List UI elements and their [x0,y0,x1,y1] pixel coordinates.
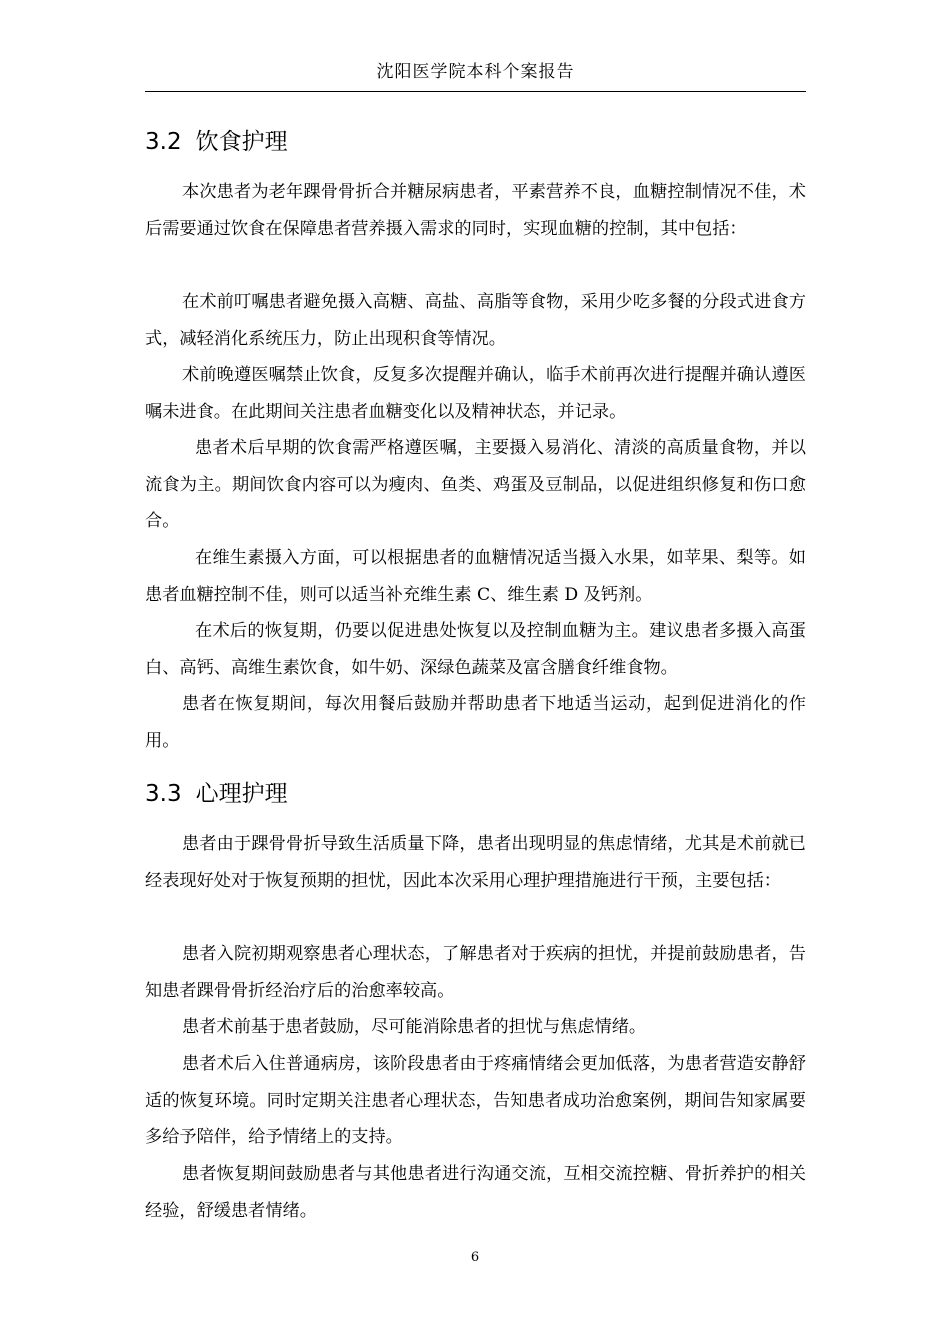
paragraph: 患者由于踝骨骨折导致生活质量下降，患者出现明显的焦虑情绪，尤其是术前就已经表现好处对于恢复预期的担忧，因此本次采用心理护理措施进行干预，主要包括： [145,834,806,891]
paragraph: 术前晚遵医嘱禁止饮食，反复多次提醒并确认，临手术前再次进行提醒并确认遵医嘱未进食。在此期间关注患者血糖变化以及精神状态，并记录。 [145,365,806,422]
page-header-title: 沈阳医学院本科个案报告 [376,62,575,82]
paragraph: 在维生素摄入方面，可以根据患者的血糖情况适当摄入水果，如苹果、梨等。如患者血糖控制不佳，则可以适当补充维生素 C、维生素 D 及钙剂。 [145,548,806,605]
paragraph: 本次患者为老年踝骨骨折合并糖尿病患者，平素营养不良，血糖控制情况不佳，术后需要通过饮食在保障患者营养摄入需求的同时，实现血糖的控制，其中包括： [145,182,806,239]
section-number: 3.2 [145,129,182,155]
paragraph: 患者恢复期间鼓励患者与其他患者进行沟通交流，互相交流控糖、骨折养护的相关经验，舒缓患者情绪。 [145,1164,806,1221]
paragraph: 患者术后早期的饮食需严格遵医嘱，主要摄入易消化、清淡的高质量食物，并以流食为主。期间饮食内容可以为瘦肉、鱼类、鸡蛋及豆制品，以促进组织修复和伤口愈合。 [145,438,806,531]
paragraph: 在术前叮嘱患者避免摄入高糖、高盐、高脂等食物，采用少吃多餐的分段式进食方式，减轻消化系统压力，防止出现积食等情况。 [145,292,806,349]
section-heading-3-2 [145,128,288,156]
paragraph: 患者术前基于患者鼓励，尽可能消除患者的担忧与焦虑情绪。 [182,1017,647,1037]
header-divider [145,91,806,92]
paragraph: 患者入院初期观察患者心理状态，了解患者对于疾病的担忧，并提前鼓励患者，告知患者踝骨骨折经治疗后的治愈率较高。 [145,944,806,1001]
paragraph: 患者在恢复期间，每次用餐后鼓励并帮助患者下地适当运动，起到促进消化的作用。 [145,694,806,751]
paragraph: 患者术后入住普通病房，该阶段患者由于疼痛情绪会更加低落，为患者营造安静舒适的恢复环境。同时定期关注患者心理状态，告知患者成功治愈案例，期间告知家属要多给予陪伴，给予情绪上的支持。 [145,1054,806,1147]
page-number: 6 [470,1250,480,1265]
section-number: 3.3 [145,781,182,807]
section-title: 心理护理 [195,781,288,807]
paragraph: 在术后的恢复期，仍要以促进患处恢复以及控制血糖为主。建议患者多摄入高蛋白、高钙、高维生素饮食，如牛奶、深绿色蔬菜及富含膳食纤维食物。 [145,621,806,678]
section-title: 饮食护理 [195,129,288,155]
section-heading-3-3 [145,780,288,808]
